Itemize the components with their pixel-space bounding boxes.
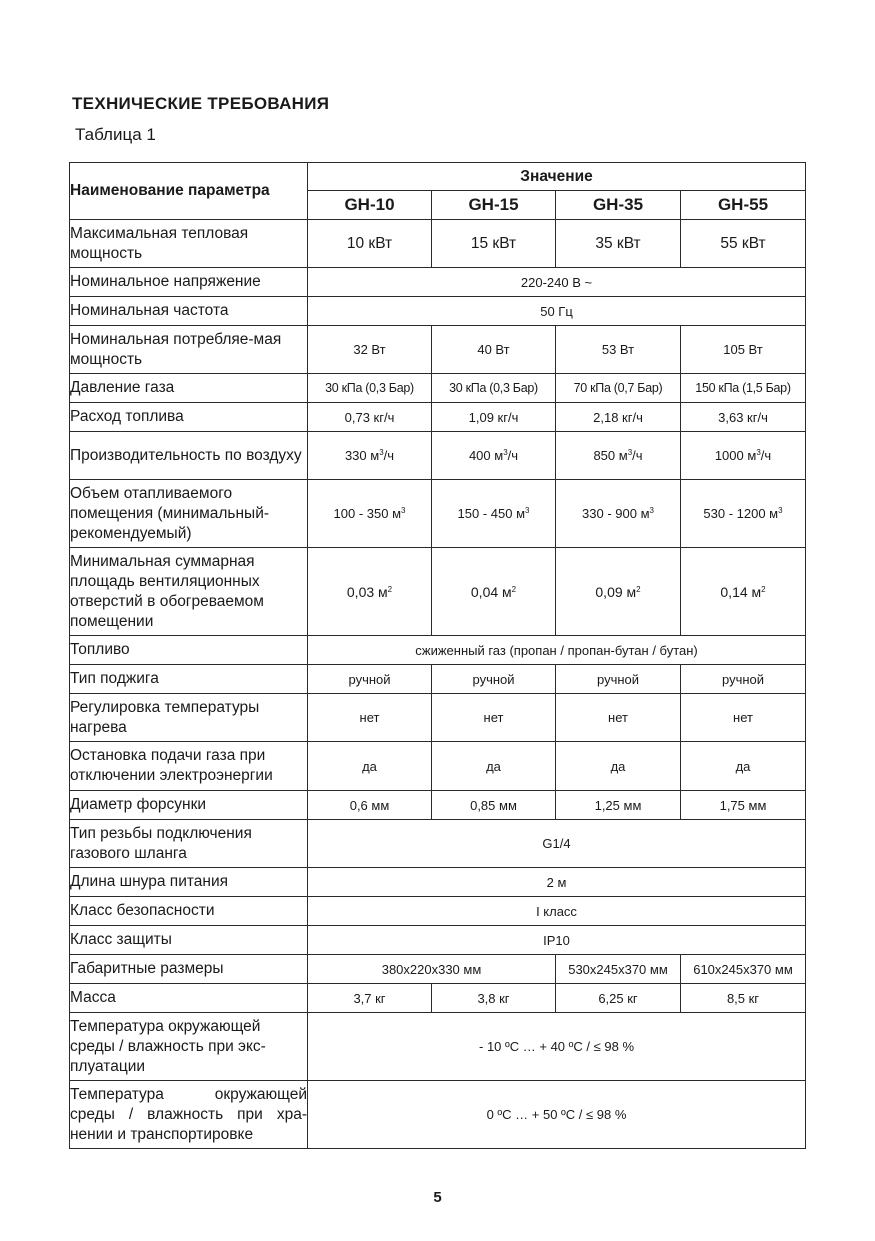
value-cell: да — [681, 742, 806, 791]
table-row — [70, 694, 806, 742]
param-cell: Габаритные размеры — [70, 955, 308, 984]
value-cell: 0,6 мм — [308, 791, 432, 820]
page-heading: ТЕХНИЧЕСКИЕ ТРЕБОВАНИЯ — [72, 94, 330, 113]
value-cell: 0 ºС … + 50 ºС / ≤ 98 % — [308, 1081, 806, 1149]
table-row — [70, 1081, 806, 1149]
table-row — [70, 955, 806, 984]
spec-table — [69, 162, 806, 1149]
value-cell: 150 - 450 $м^3$ — [432, 480, 556, 548]
param-cell: Давление газа — [70, 374, 308, 403]
value-cell: ручной — [432, 665, 556, 694]
table-row — [70, 636, 806, 665]
value-cell: 0,04 $м^2$ — [432, 548, 556, 636]
param-cell: Номинальное напряжение — [70, 268, 308, 297]
param-cell: Расход топлива — [70, 403, 308, 432]
param-cell: Диаметр форсунки — [70, 791, 308, 820]
value-header: Значение — [308, 163, 806, 191]
value-cell: 330 $м^3/ч$ — [308, 432, 432, 480]
table-row — [70, 820, 806, 868]
param-header: Наименование параметра — [70, 163, 308, 220]
page-number: 5 — [433, 1189, 442, 1206]
value-cell: сжиженный газ (пропан / пропан-бутан / бутан) — [308, 636, 806, 665]
table-row — [70, 868, 806, 897]
table-row — [70, 665, 806, 694]
table-row — [70, 403, 806, 432]
value-cell: 850 $м^3/ч$ — [556, 432, 681, 480]
table-row — [70, 897, 806, 926]
value-cell: 0,85 мм — [432, 791, 556, 820]
param-cell: Минимальная суммарная площадь вентиляционных отверстий в обогреваемом помещении — [70, 548, 308, 636]
value-cell: 1,75 мм — [681, 791, 806, 820]
value-cell: нет — [308, 694, 432, 742]
table-caption: Таблица 1 — [75, 125, 156, 144]
value-cell: ручной — [681, 665, 806, 694]
value-cell: I класс — [308, 897, 806, 926]
param-cell: Максимальная тепловая мощность — [70, 220, 308, 268]
value-cell: 15 кВт — [432, 220, 556, 268]
param-cell: Регулировка температуры нагрева — [70, 694, 308, 742]
param-cell: Температура окружающей среды / влажность при экс-плуатации — [70, 1013, 308, 1081]
value-cell: да — [308, 742, 432, 791]
value-cell: 8,5 кг — [681, 984, 806, 1013]
value-cell: 3,63 кг/ч — [681, 403, 806, 432]
value-cell: 2 м — [308, 868, 806, 897]
value-cell: 0,09 $м^2$ — [556, 548, 681, 636]
value-cell: 32 Вт — [308, 326, 432, 374]
param-cell: Температура окружающей среды / влажность при хра-нении и транспортировке — [70, 1081, 308, 1149]
table-header-row — [70, 163, 806, 191]
param-cell: Тип резьбы подключения газового шланга — [70, 820, 308, 868]
value-cell: ручной — [308, 665, 432, 694]
table-row — [70, 432, 806, 480]
value-cell: 1,09 кг/ч — [432, 403, 556, 432]
table-row — [70, 480, 806, 548]
table-row — [70, 926, 806, 955]
model-header: GH-15 — [432, 191, 556, 220]
param-cell: Масса — [70, 984, 308, 1013]
table-row — [70, 220, 806, 268]
value-cell: 1000 $м^3/ч$ — [681, 432, 806, 480]
value-cell: ручной — [556, 665, 681, 694]
param-cell: Тип поджига — [70, 665, 308, 694]
table-row — [70, 548, 806, 636]
value-cell: 220-240 В ~ — [308, 268, 806, 297]
model-header: GH-10 — [308, 191, 432, 220]
value-cell: IP10 — [308, 926, 806, 955]
table-row — [70, 791, 806, 820]
value-cell: 6,25 кг — [556, 984, 681, 1013]
value-cell: 30 кПа (0,3 Бар) — [432, 374, 556, 403]
value-cell: 530 - 1200 $м^3$ — [681, 480, 806, 548]
param-cell: Класс безопасности — [70, 897, 308, 926]
value-cell: 105 Вт — [681, 326, 806, 374]
param-cell: Класс защиты — [70, 926, 308, 955]
value-cell: 330 - 900 $м^3$ — [556, 480, 681, 548]
table-row — [70, 1013, 806, 1081]
value-cell: 50 Гц — [308, 297, 806, 326]
value-cell: да — [556, 742, 681, 791]
value-cell: 35 кВт — [556, 220, 681, 268]
table-row — [70, 984, 806, 1013]
value-cell: нет — [556, 694, 681, 742]
table-row — [70, 326, 806, 374]
value-cell: нет — [432, 694, 556, 742]
value-cell: 0,73 кг/ч — [308, 403, 432, 432]
value-cell: 0,14 $м^2$ — [681, 548, 806, 636]
table-row — [70, 268, 806, 297]
param-cell: Остановка подачи газа при отключении электроэнергии — [70, 742, 308, 791]
table-row — [70, 742, 806, 791]
value-cell: 10 кВт — [308, 220, 432, 268]
value-cell: 2,18 кг/ч — [556, 403, 681, 432]
value-cell: 380x220x330 мм — [308, 955, 556, 984]
value-cell: 0,03 $м^2$ — [308, 548, 432, 636]
table-row — [70, 374, 806, 403]
value-cell: 53 Вт — [556, 326, 681, 374]
value-cell: 400 $м^3/ч$ — [432, 432, 556, 480]
value-cell: 40 Вт — [432, 326, 556, 374]
param-cell: Длина шнура питания — [70, 868, 308, 897]
value-cell: 30 кПа (0,3 Бар) — [308, 374, 432, 403]
value-cell: 3,7 кг — [308, 984, 432, 1013]
param-cell: Объем отапливаемого помещения (минимальный-рекомендуемый) — [70, 480, 308, 548]
model-header: GH-55 — [681, 191, 806, 220]
value-cell: нет — [681, 694, 806, 742]
param-cell: Топливо — [70, 636, 308, 665]
param-cell: Номинальная потребляе-мая мощность — [70, 326, 308, 374]
model-header: GH-35 — [556, 191, 681, 220]
table-row — [70, 297, 806, 326]
value-cell: 610x245x370 мм — [681, 955, 806, 984]
value-cell: 70 кПа (0,7 Бар) — [556, 374, 681, 403]
value-cell: 150 кПа (1,5 Бар) — [681, 374, 806, 403]
param-cell: Производительность по воздуху — [70, 432, 308, 480]
value-cell: 3,8 кг — [432, 984, 556, 1013]
value-cell: 530x245x370 мм — [556, 955, 681, 984]
value-cell: - 10 ºС … + 40 ºС / ≤ 98 % — [308, 1013, 806, 1081]
value-cell: 1,25 мм — [556, 791, 681, 820]
value-cell: 55 кВт — [681, 220, 806, 268]
param-cell: Номинальная частота — [70, 297, 308, 326]
value-cell: 100 - 350 $м^3$ — [308, 480, 432, 548]
value-cell: G1/4 — [308, 820, 806, 868]
value-cell: да — [432, 742, 556, 791]
